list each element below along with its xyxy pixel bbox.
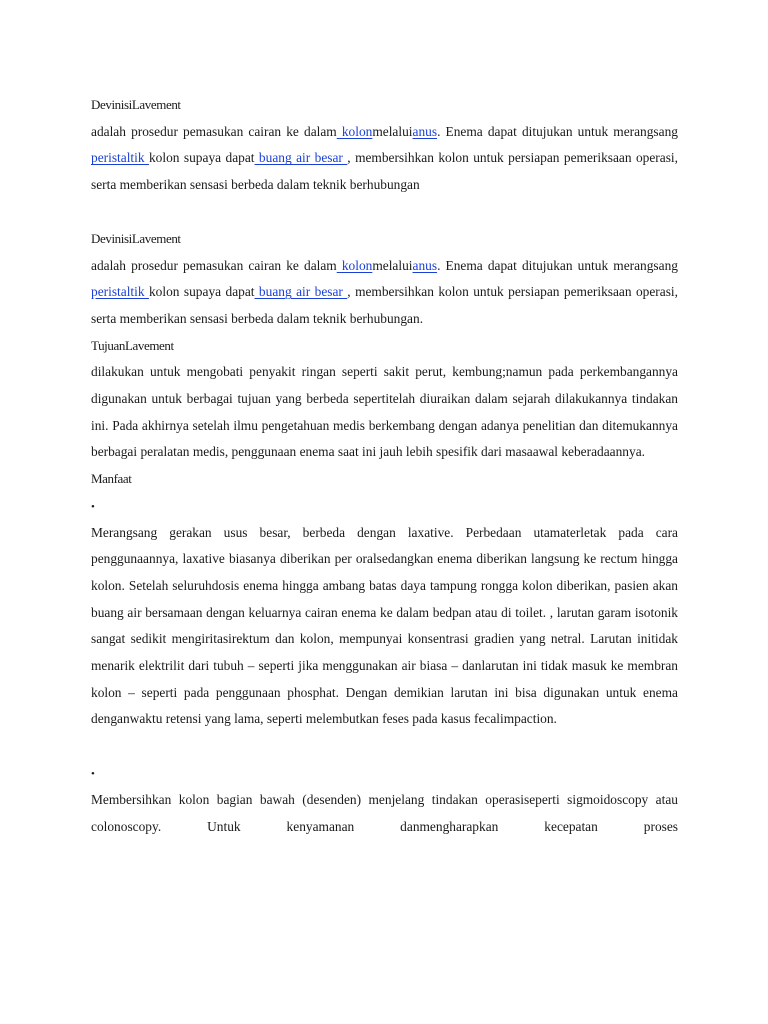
bullet-icon: • xyxy=(91,768,95,781)
definisi-paragraph-2 xyxy=(91,253,678,333)
section-heading-definisi-2: DevinisiLavement xyxy=(91,230,181,246)
link-buang-air-besar[interactable]: buang air besar xyxy=(254,150,348,166)
text-run: melalui xyxy=(372,257,413,273)
text-run: adalah prosedur pemasukan cairan ke dalam xyxy=(91,257,337,273)
section-heading-manfaat: Manfaat xyxy=(91,471,132,487)
text-run: kolon supaya dapat xyxy=(148,284,255,300)
link-kolon[interactable]: kolon xyxy=(336,123,373,139)
link-buang-air-besar[interactable]: buang air besar xyxy=(254,284,348,300)
text-run: , membersihkan kolon untuk persiapan pemeriksaan operasi, serta memberikan sensasi berbeda dalam teknik berhubungan. xyxy=(91,284,678,326)
spacer xyxy=(91,733,678,760)
manfaat-item-1: Merangsang gerakan usus besar, berbeda dengan laxative. Perbedaan utamaterletak pada cara penggunaannya, laxative biasanya diberikan per oralsedangkan enema diberikan langsung ke rectum hingga kolon. Setelah seluruhdosis enema hingga ambang batas daya tampung rongga kolon diberikan, pasien akan buang air bersamaan dengan keluarnya cairan enema ke dalam bedpan atau di toilet. , larutan garam isotonik sangat sedikit mengiritasirektum dan kolon, mempunyai konsentrasi gradien yang netral. Larutan initidak menarik elektrilit dari tubuh – seperti jika menggunakan air biasa – danlarutan ini tidak masuk ke membran kolon – seperti pada penggunaan phosphat. Dengan demikian larutan ini bisa digunakan untuk enema denganwaktu retensi yang lama, seperti melembutkan feses pada kasus fecalimpaction. xyxy=(91,524,678,727)
link-anus[interactable]: anus xyxy=(412,257,438,273)
manfaat-item-2: Membersihkan kolon bagian bawah (desenden) menjelang tindakan operasiseperti sigmoidoscopy atau colonoscopy. Untuk kenyamanan danmengharapkan kecepatan proses xyxy=(91,791,678,834)
section-heading-definisi-1: DevinisiLavement xyxy=(91,97,181,112)
text-run: . Enema dapat ditujukan untuk merangsang xyxy=(437,257,678,273)
link-kolon[interactable]: kolon xyxy=(336,257,373,273)
text-run: . Enema dapat ditujukan untuk merangsang xyxy=(437,123,678,139)
link-peristaltik[interactable]: peristaltik xyxy=(91,284,149,300)
text-run: kolon supaya dapat xyxy=(148,150,255,166)
link-peristaltik[interactable]: peristaltik xyxy=(91,150,149,166)
tujuan-paragraph: dilakukan untuk mengobati penyakit ringan seperti sakit perut, kembung;namun pada perkembangannya digunakan untuk berbagai tujuan yang berbeda sepertitelah diuraikan dalam sejarah dilakukannya tindakan ini. Pada akhirnya setelah ilmu pengetahuan medis berkembang dengan adanya penelitian dan ditemukannya berbagai peralatan medis, penggunaan enema saat ini jauh lebih spesifik dari masaawal keberadaannya. xyxy=(91,364,678,460)
spacer xyxy=(91,199,678,226)
document-page xyxy=(91,92,678,840)
text-run: melalui xyxy=(372,123,413,139)
text-run: adalah prosedur pemasukan cairan ke dalam xyxy=(91,123,337,139)
link-anus[interactable]: anus xyxy=(412,123,438,139)
bullet-marker-1 xyxy=(91,493,678,520)
bullet-icon: • xyxy=(91,500,95,513)
definisi-paragraph-1 xyxy=(91,119,678,199)
section-heading-tujuan: TujuanLavement xyxy=(91,337,174,353)
text-run: , membersihkan kolon untuk persiapan pemeriksaan operasi, serta memberikan sensasi berbeda dalam teknik berhubungan xyxy=(91,150,678,193)
bullet-marker-2 xyxy=(91,760,678,787)
